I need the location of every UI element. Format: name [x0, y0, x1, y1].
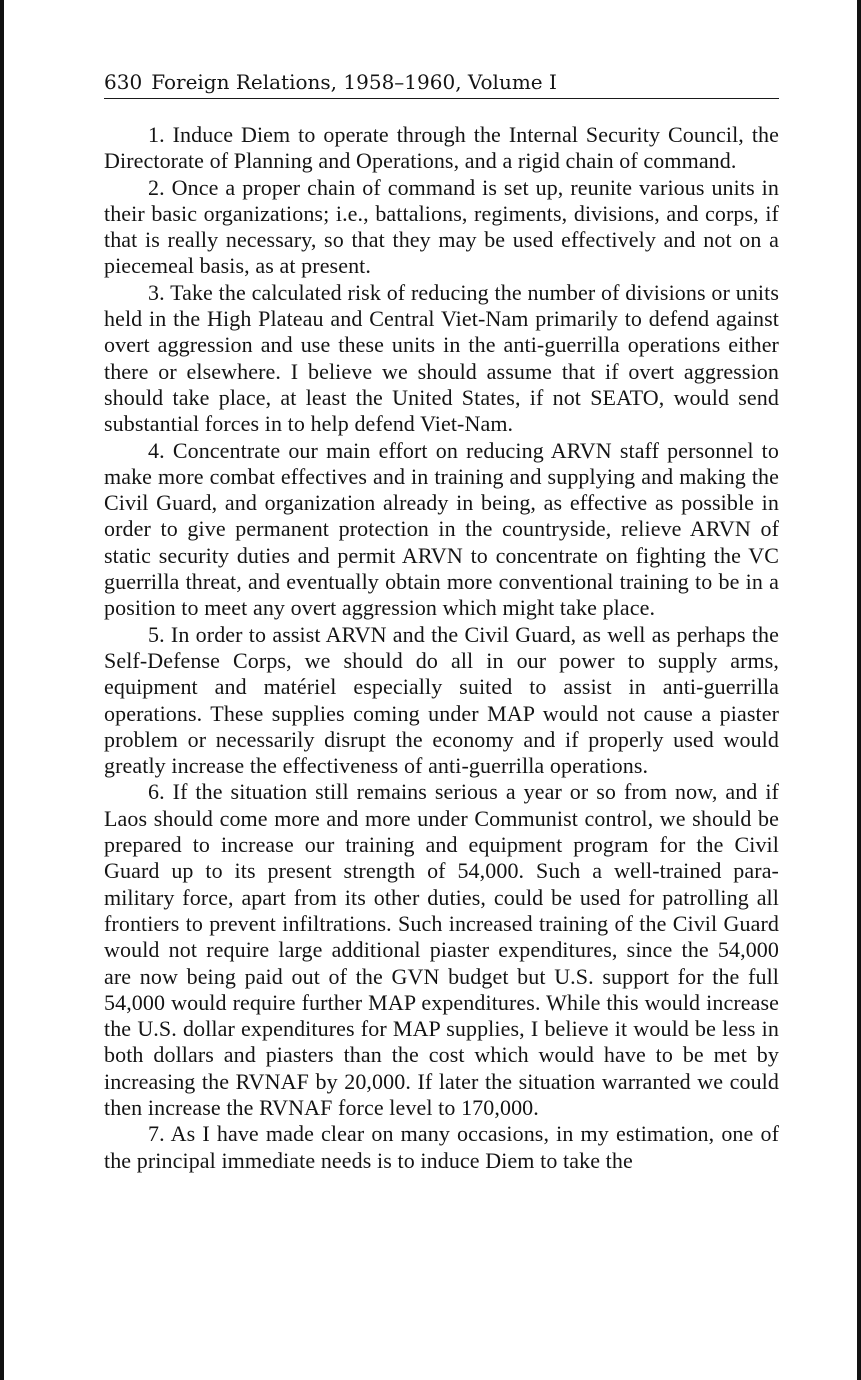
paragraph-text: As I have made clear on many occasions, in my estimation, one of the principal immediate needs is to induce Diem to take the: [104, 1121, 780, 1173]
paragraph-5: [104, 622, 779, 780]
scan-border-right: [857, 0, 861, 1380]
paragraph-7: [104, 1121, 779, 1174]
paragraph-number: 3.: [148, 279, 165, 305]
paragraph-1: [104, 122, 779, 175]
paragraph-text: Take the calculated risk of reducing the number of divisions or units held in the High Plateau and Central Viet-Nam primarily to defend against overt aggression and use these units in the anti-guerrilla operations either there or elsewhere. I believe we should assume that if overt aggression should take place, at least the United States, if not SEATO, would send substantial forces in to help defend Viet-Nam.: [104, 279, 780, 437]
paragraph-text: Once a proper chain of command is set up, reunite various units in their basic organizations; i.e., battalions, regiments, divisions, and corps, if that is really necessary, so that they may be used effectively and not on a piecemeal basis, as at present.: [104, 174, 779, 279]
paragraph-text: Induce Diem to operate through the Internal Security Council, the Directorate of Planning and Operations, and a rigid chain of command.: [104, 122, 779, 174]
paragraph-3: [104, 280, 779, 438]
paragraph-2: [104, 175, 779, 280]
document-page: [104, 68, 779, 1174]
body-text: [104, 122, 779, 1174]
paragraph-number: 7.: [148, 1121, 165, 1147]
paragraph-number: 4.: [148, 437, 165, 463]
page-number: 630: [104, 70, 143, 94]
paragraph-text: Concentrate our main effort on reducing ARVN staff personnel to make more combat effectives and in training and supplying and making the Civil Guard, and organization already in being, as effective as possible in order to give permanent protection in the countryside, relieve ARVN of static security duties and permit ARVN to concentrate on fighting the VC guerrilla threat, and eventually obtain more conventional training to be in a position to meet any overt aggression which might take place.: [104, 437, 779, 621]
paragraph-4: [104, 438, 779, 622]
paragraph-number: 6.: [148, 779, 165, 805]
paragraph-6: [104, 779, 779, 1121]
paragraph-text: If the situation still remains serious a year or so from now, and if Laos should come more and more under Communist control, we should be prepared to increase our training and equipment program for the Civil Guard up to its present strength of 54,000. Such a well-trained para-military force, apart from its other duties, could be used for patrolling all frontiers to prevent infiltrations. Such increased training of the Civil Guard would not require large additional piaster expenditures, since the 54,000 are now being paid out of the GVN budget but U.S. support for the full 54,000 would require further MAP expenditures. While this would increase the U.S. dollar expenditures for MAP supplies, I believe it would be less in both dollars and piasters than the cost which would have to be met by increasing the RVNAF by 20,000. If later the situation warranted we could then increase the RVNAF force level to 170,000.: [104, 779, 779, 1120]
header-title: Foreign Relations, 1958–1960, Volume I: [151, 70, 557, 94]
paragraph-text: In order to assist ARVN and the Civil Guard, as well as perhaps the Self-Defense Corps, we should do all in our power to supply arms, equipment and matériel especially suited to assist in anti-guerrilla operations. These supplies coming under MAP would not cause a piaster problem or necessarily disrupt the economy and if properly used would greatly increase the effectiveness of anti-guerrilla operations.: [104, 621, 779, 779]
paragraph-number: 5.: [148, 621, 165, 647]
paragraph-number: 2.: [148, 174, 165, 200]
running-header: [104, 68, 779, 99]
paragraph-number: 1.: [148, 122, 165, 147]
scan-border-left: [0, 0, 4, 1380]
